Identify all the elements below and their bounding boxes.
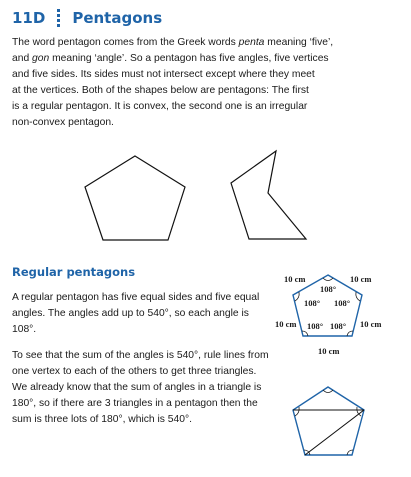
section-number: 11D — [12, 9, 46, 27]
intro-line: and five sides. Its sides must not intersect except where they meet — [12, 69, 315, 80]
side-length-label: 10 cm — [350, 274, 372, 284]
angle-label: 108° — [330, 321, 347, 331]
irregular-pentagon-shape — [231, 151, 306, 239]
intro-text: meaning ‘five’, — [264, 37, 334, 48]
regular-pentagon-paragraph: A regular pentagon has five equal sides and five equal angles. The angles add up to 540°, so each angle is 108°. — [12, 292, 260, 335]
section-title: Pentagons — [72, 9, 163, 27]
angle-label: 108° — [307, 321, 324, 331]
angle-label: 108° — [320, 284, 337, 294]
regular-pentagon-shape — [85, 156, 185, 240]
intro-line: at the vertices. Both of the shapes below are pentagons: The first — [12, 85, 309, 96]
intro-text: The word pentagon comes from the Greek words — [12, 37, 239, 48]
angle-arc — [323, 278, 333, 281]
side-length-label: 10 cm — [284, 274, 306, 284]
angle-arc — [323, 390, 333, 393]
triangulated-pentagon-diagram — [293, 387, 364, 455]
triangulated-pentagon-shape — [293, 387, 364, 455]
intro-line: non-convex pentagon. — [12, 117, 114, 128]
regular-pentagons-heading: Regular pentagons — [12, 265, 136, 279]
side-length-label: 10 cm — [318, 346, 340, 356]
diagonal-line — [305, 410, 364, 455]
side-length-label: 10 cm — [275, 319, 297, 329]
intro-term-penta: penta — [238, 37, 265, 48]
intro-text: meaning ‘angle’. So a pentagon has five angles, five vertices — [49, 53, 329, 64]
intro-term-gon: gon — [32, 53, 50, 64]
angle-label: 108° — [304, 298, 321, 308]
intro-text: and — [12, 53, 33, 64]
intro-line: is a regular pentagon. It is convex, the second one is an irregular — [12, 101, 308, 112]
angle-label: 108° — [334, 298, 351, 308]
angle-sum-paragraph: To see that the sum of the angles is 540°, rule lines from one vertex to each of the others to get three triangles. We already know that the sum of angles in a triangle is 180°, so if there are 3 triangles in a pentagon then the sum is three lots of 180°, which is 540°. — [12, 350, 269, 425]
side-length-label: 10 cm — [360, 319, 382, 329]
